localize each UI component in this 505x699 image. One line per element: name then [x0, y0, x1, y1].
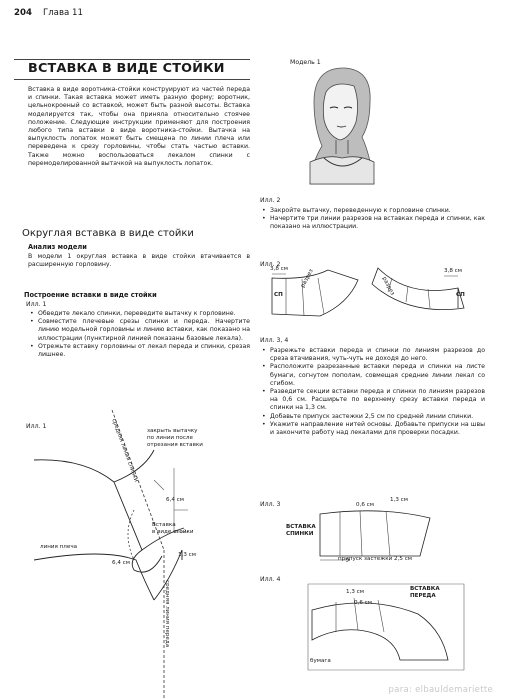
ill1-front-center: средняя линия переда	[164, 580, 170, 648]
ill3-dim-b: 1,3 см	[390, 497, 408, 503]
ill1-steps	[28, 310, 250, 359]
ill2-cut-right: разрез	[380, 276, 396, 297]
watermark-stamp: para: elbauldemariette	[388, 685, 493, 695]
ill2-dim-left: 3,8 см	[270, 266, 288, 272]
ill3-word-insert: ВСТАВКА	[286, 524, 316, 530]
section-title: Округлая вставка в виде стойки	[22, 228, 194, 239]
list-item: • Отрежьте вставку горловины от лекал переда и спинки, срезая лишнее.	[28, 343, 250, 359]
intro-text: Вставка в виде воротника-стойки конструируют из частей переда и спинки. Такая вставка может иметь разную форму; воротник, цельнокроеный со вставкой, может быть разной высоты. Вставка моделируется так, чтобы она приняла относительно стоячее положение. Следующие инструкции применяют для построения любого типа вставки в виде воротника-стойки. Вытачка на выпуклость лопаток может быть смещена по линии плеча или переведена к срезу горловины, чтобы стать частью вставки. Также можно воспользоваться лекалом спинки с перемоделированной вытачкой на выпуклость лопаток.	[28, 86, 250, 167]
title-band	[14, 59, 250, 80]
ill1-diagram	[24, 410, 254, 699]
ill1-close-dart: закрыть вытачку	[147, 428, 198, 434]
chapter-label: Глава 11	[42, 8, 83, 18]
ill2-steps	[260, 207, 485, 232]
model-label: Модель 1	[290, 59, 321, 66]
ill1-step-label: Илл. 1	[26, 301, 47, 308]
ill34-steps	[260, 347, 485, 437]
list-item: • Разрежьте вставки переда и спинки по линиям разрезов до среза втачивания, чуть-чуть не доходя до него.	[260, 347, 485, 363]
construction-heading: Построение вставки в виде стойки	[24, 291, 157, 299]
ill3-dim-c: припуск застежки 2,5 см	[338, 556, 413, 562]
ill2-ct-right: СП	[456, 292, 465, 298]
ill3-label: Илл. 3	[260, 501, 281, 508]
ill1-back-center: средняя линия спинки	[110, 418, 139, 483]
ill1-insert-2: в виде стойки	[152, 529, 194, 535]
ill1-insert: Вставка	[152, 522, 176, 528]
ill2-label: Илл. 2	[260, 261, 281, 268]
ill4-word-front: ПЕРЕДА	[410, 593, 436, 599]
ill4-dim-b: 0,6 см	[354, 600, 372, 606]
ill2-cut: разрез	[300, 268, 315, 289]
analysis-heading: Анализ модели	[28, 243, 87, 251]
page-title: ВСТАВКА В ВИДЕ СТОЙКИ	[28, 61, 225, 76]
ill4-paper: бумага	[310, 658, 331, 664]
ill1-shoulder-line: линия плеча	[40, 544, 78, 550]
list-item: • Начертите три линии разрезов на вставках переда и спинки, как показано на иллюстрации.	[260, 215, 485, 231]
ill1-dim-b: 1,3 см	[178, 552, 196, 558]
ill1-close-dart-3: отрезания вставки	[147, 442, 203, 448]
ill1-dim-c: 6,4 см	[112, 560, 130, 566]
ill1-dim-a: 6,4 см	[166, 497, 184, 503]
model-sketch	[300, 62, 380, 186]
ill2-dim-right: 3,8 см	[444, 268, 462, 274]
ill4-label: Илл. 4	[260, 576, 281, 583]
list-item: • Обведите лекало спинки, переведите вытачку к горловине.	[28, 310, 250, 318]
list-item: • Разведите секции вставки переда и спинки по линиям разрезов на 0,6 см. Расширьте по верхнему срезу вставки переда и спинки на 1,3 см.	[260, 388, 485, 413]
list-item: • Добавьте припуск застежки 2,5 см по средней линии спинки.	[260, 413, 485, 421]
ill34-step-label: Илл. 3, 4	[260, 337, 289, 344]
ill4-dim-a: 1,3 см	[346, 589, 364, 595]
list-item: • Расположите разрезанные вставки переда и спинки на листе бумаги, согнутом пополам, совмещая средние линии лекал со сгибом.	[260, 363, 485, 388]
ill3-word-back: СПИНКИ	[286, 531, 314, 537]
ill2-step-label: Илл. 2	[260, 197, 281, 204]
page-number: 204	[14, 8, 32, 18]
list-item: • Укажите направление нитей основы. Добавьте припуски на швы и закончите работу над лекалами для проверки посадки.	[260, 421, 485, 437]
analysis-text: В модели 1 округлая вставка в виде стойки втачивается в расширенную горловину.	[28, 253, 250, 269]
ill2-ct-left: СП	[274, 292, 283, 298]
ill4-word-insert: ВСТАВКА	[410, 586, 440, 592]
ill1-label: Илл. 1	[26, 423, 47, 430]
ill1-close-dart-2: по линии после	[147, 435, 193, 441]
ill3-dim-a: 0,6 см	[356, 502, 374, 508]
page-header	[14, 8, 494, 20]
list-item: • Совместите плечевые срезы спинки и переда. Начертите линию модельной горловины и линию вставки, как показано на иллюстрации (пунктирной линией показаны базовые лекала).	[28, 318, 250, 343]
list-item: • Закройте вытачку, переведенную к горловине спинки.	[260, 207, 485, 215]
